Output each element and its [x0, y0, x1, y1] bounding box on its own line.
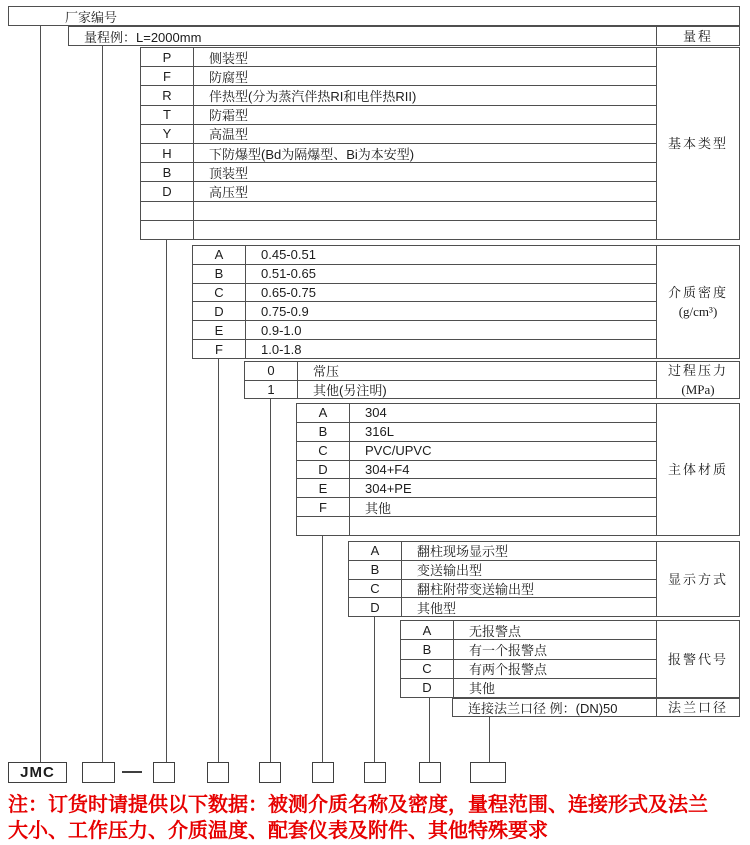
code-cell: D: [141, 182, 194, 200]
table-row: [297, 442, 657, 461]
table-row: [401, 640, 657, 659]
description-cell: 其他: [469, 681, 496, 697]
ordering-note: [8, 792, 748, 844]
code-cell: D: [349, 598, 402, 616]
code-cell: C: [297, 442, 350, 460]
code-cell: D: [401, 679, 454, 697]
table-row: [141, 86, 657, 105]
code-cell: B: [141, 163, 194, 181]
description-cell: 304: [365, 405, 387, 421]
description-cell: 翻柱现场显示型: [417, 544, 509, 560]
section-body-material: [296, 403, 740, 536]
description-cell: 0.51-0.65: [261, 266, 316, 282]
code-cell: [297, 517, 350, 535]
range-rows: [69, 27, 657, 45]
description-cell: 顶装型: [209, 165, 249, 181]
code-cell: [141, 202, 194, 220]
label-text: 报警代号: [667, 651, 728, 667]
table-row: [297, 498, 657, 517]
table-row: [245, 381, 657, 399]
table-row: [297, 517, 657, 535]
description-cell: 翻柱附带变送输出型: [417, 581, 535, 597]
table-row: [349, 598, 657, 616]
code-box-flange: [470, 762, 506, 783]
table-row: [453, 699, 657, 716]
table-row: [297, 461, 657, 480]
table-row: [401, 621, 657, 640]
section-label-medium-density: [656, 246, 739, 358]
code-cell: P: [141, 48, 194, 66]
alarm-code-rows: [401, 621, 657, 697]
range-example-text: 量程例：L=2000mm: [84, 29, 202, 45]
table-row: [245, 362, 657, 381]
section-alarm-code: [400, 620, 740, 698]
description-cell: 其他型: [417, 600, 457, 616]
description-cell: 无报警点: [469, 623, 522, 639]
code-cell: E: [297, 479, 350, 497]
code-cell: R: [141, 86, 194, 104]
description-cell: PVC/UPVC: [365, 443, 432, 459]
code-cell: D: [297, 461, 350, 479]
description-cell: 304+PE: [365, 480, 412, 496]
label-text: 法兰口径: [667, 700, 728, 715]
connector-line-range: [102, 46, 103, 762]
description-cell: 高温型: [209, 127, 249, 143]
connector-line-display: [374, 617, 375, 762]
code-cell: B: [401, 640, 454, 658]
description-cell: 316L: [365, 424, 394, 440]
section-display-mode: [348, 541, 740, 617]
connector-line-alarm: [429, 698, 430, 762]
code-cell: A: [297, 404, 350, 422]
manufacturer-number-row: [8, 6, 740, 26]
table-row: [193, 246, 657, 265]
description-cell: 0.45-0.51: [261, 247, 316, 263]
table-row: [141, 163, 657, 182]
code-cell: A: [349, 542, 402, 560]
manufacturer-number-label: 厂家编号: [65, 9, 118, 25]
pressure-rows: [245, 362, 657, 398]
description-cell: 其他(另注明): [313, 382, 387, 398]
description-cell: 304+F4: [365, 462, 410, 477]
table-row: [297, 479, 657, 498]
table-row: [193, 302, 657, 321]
model-prefix-box: [8, 762, 67, 783]
code-box-basic-type: [153, 762, 175, 783]
code-cell: F: [141, 67, 194, 85]
table-row: [193, 340, 657, 358]
code-cell: B: [193, 265, 246, 283]
table-row: [297, 423, 657, 442]
code-cell: A: [193, 246, 246, 264]
description-cell: [194, 202, 657, 220]
description-cell: 1.0-1.8: [261, 341, 302, 357]
ordering-note-line1: 注：订货时请提供以下数据：被测介质名称及密度，量程范围、连接形式及法兰: [8, 794, 708, 816]
code-cell: C: [193, 284, 246, 302]
table-row: [141, 221, 657, 239]
table-row: [141, 125, 657, 144]
section-process-pressure: [244, 361, 740, 399]
table-row: [141, 182, 657, 201]
section-flange-size: [452, 698, 740, 717]
code-box-range: [82, 762, 115, 783]
code-cell: 0: [245, 362, 298, 380]
description-cell: 变送输出型: [417, 563, 483, 579]
code-cell: Y: [141, 125, 194, 143]
connector-line-manufacturer: [40, 26, 41, 762]
table-row: [401, 660, 657, 679]
display-mode-rows: [349, 542, 657, 616]
description-cell: 有两个报警点: [469, 662, 548, 678]
code-cell: B: [349, 561, 402, 579]
code-cell: E: [193, 321, 246, 339]
description-cell: 防霜型: [209, 108, 249, 124]
label-unit: (g/cm³): [678, 304, 718, 319]
connector-line-basic-type: [166, 240, 167, 762]
table-row: [193, 321, 657, 340]
density-rows: [193, 246, 657, 358]
ordering-note-line2: 大小、工作压力、介质温度、配套仪表及附件、其他特殊要求: [8, 820, 548, 842]
table-row: [297, 404, 657, 423]
table-row: [401, 679, 657, 697]
code-cell: F: [297, 498, 350, 516]
section-label-process-pressure: [656, 362, 739, 398]
code-box-material: [312, 762, 334, 783]
description-cell: 连接法兰口径 例：(DN)50: [468, 701, 618, 716]
section-basic-type: [140, 47, 740, 240]
code-cell: C: [401, 660, 454, 678]
description-cell: 常压: [313, 364, 340, 380]
section-label-flange-size: [656, 699, 739, 716]
table-row: [141, 106, 657, 125]
code-box-pressure: [259, 762, 281, 783]
label-text: 过程压力: [667, 363, 728, 378]
section-label-display-mode: [656, 542, 739, 616]
code-cell: B: [297, 423, 350, 441]
label-text: 基本类型: [667, 136, 728, 151]
code-cell: D: [193, 302, 246, 320]
table-row: [141, 67, 657, 86]
code-cell: C: [349, 580, 402, 598]
code-box-display: [364, 762, 386, 783]
code-cell: [141, 221, 194, 239]
description-cell: 下防爆型(Bd为隔爆型、Bi为本安型): [209, 146, 415, 162]
label-text: 主体材质: [667, 462, 728, 477]
section-label-range: [656, 27, 739, 45]
description-cell: 0.75-0.9: [261, 303, 309, 319]
model-prefix-text: JMC: [20, 764, 55, 781]
description-cell: 侧装型: [209, 50, 249, 66]
section-medium-density: [192, 245, 740, 359]
code-box-alarm: [419, 762, 441, 783]
basic-type-rows: [141, 48, 657, 239]
dash-separator: [122, 771, 142, 773]
label-text: 显示方式: [667, 571, 728, 587]
table-row: [349, 561, 657, 580]
material-rows: [297, 404, 657, 535]
description-cell: 有一个报警点: [469, 642, 548, 658]
description-cell: 0.9-1.0: [261, 322, 302, 338]
table-row: [349, 542, 657, 561]
description-cell: [194, 221, 657, 239]
description-cell: [350, 517, 657, 535]
label-text: 量程: [682, 28, 713, 44]
table-row: [141, 48, 657, 67]
label-text: 介质密度: [667, 285, 728, 300]
section-label-body-material: [656, 404, 739, 535]
code-cell: H: [141, 144, 194, 162]
section-label-basic-type: [656, 48, 739, 239]
connector-line-density: [218, 359, 219, 762]
description-cell: 伴热型(分为蒸汽伴热RI和电伴热RII): [209, 89, 417, 105]
code-cell: 1: [245, 381, 298, 399]
table-row: [141, 144, 657, 163]
table-row: [69, 27, 657, 45]
code-cell: T: [141, 106, 194, 124]
code-box-density: [207, 762, 229, 783]
table-row: [349, 580, 657, 599]
flange-size-rows: [453, 699, 657, 716]
connector-line-pressure: [270, 399, 271, 762]
description-cell: 防腐型: [209, 69, 249, 85]
section-range: [68, 26, 740, 46]
description-cell: 其他: [365, 500, 392, 516]
section-label-alarm-code: [656, 621, 739, 697]
label-unit: (MPa): [681, 382, 715, 397]
description-cell: 高压型: [209, 185, 249, 201]
connector-line-material: [322, 536, 323, 762]
connector-line-flange: [489, 717, 490, 762]
table-row: [193, 265, 657, 284]
table-row: [193, 284, 657, 303]
table-row: [141, 202, 657, 221]
description-cell: 0.65-0.75: [261, 285, 316, 301]
code-cell: F: [193, 340, 246, 358]
code-cell: A: [401, 621, 454, 639]
